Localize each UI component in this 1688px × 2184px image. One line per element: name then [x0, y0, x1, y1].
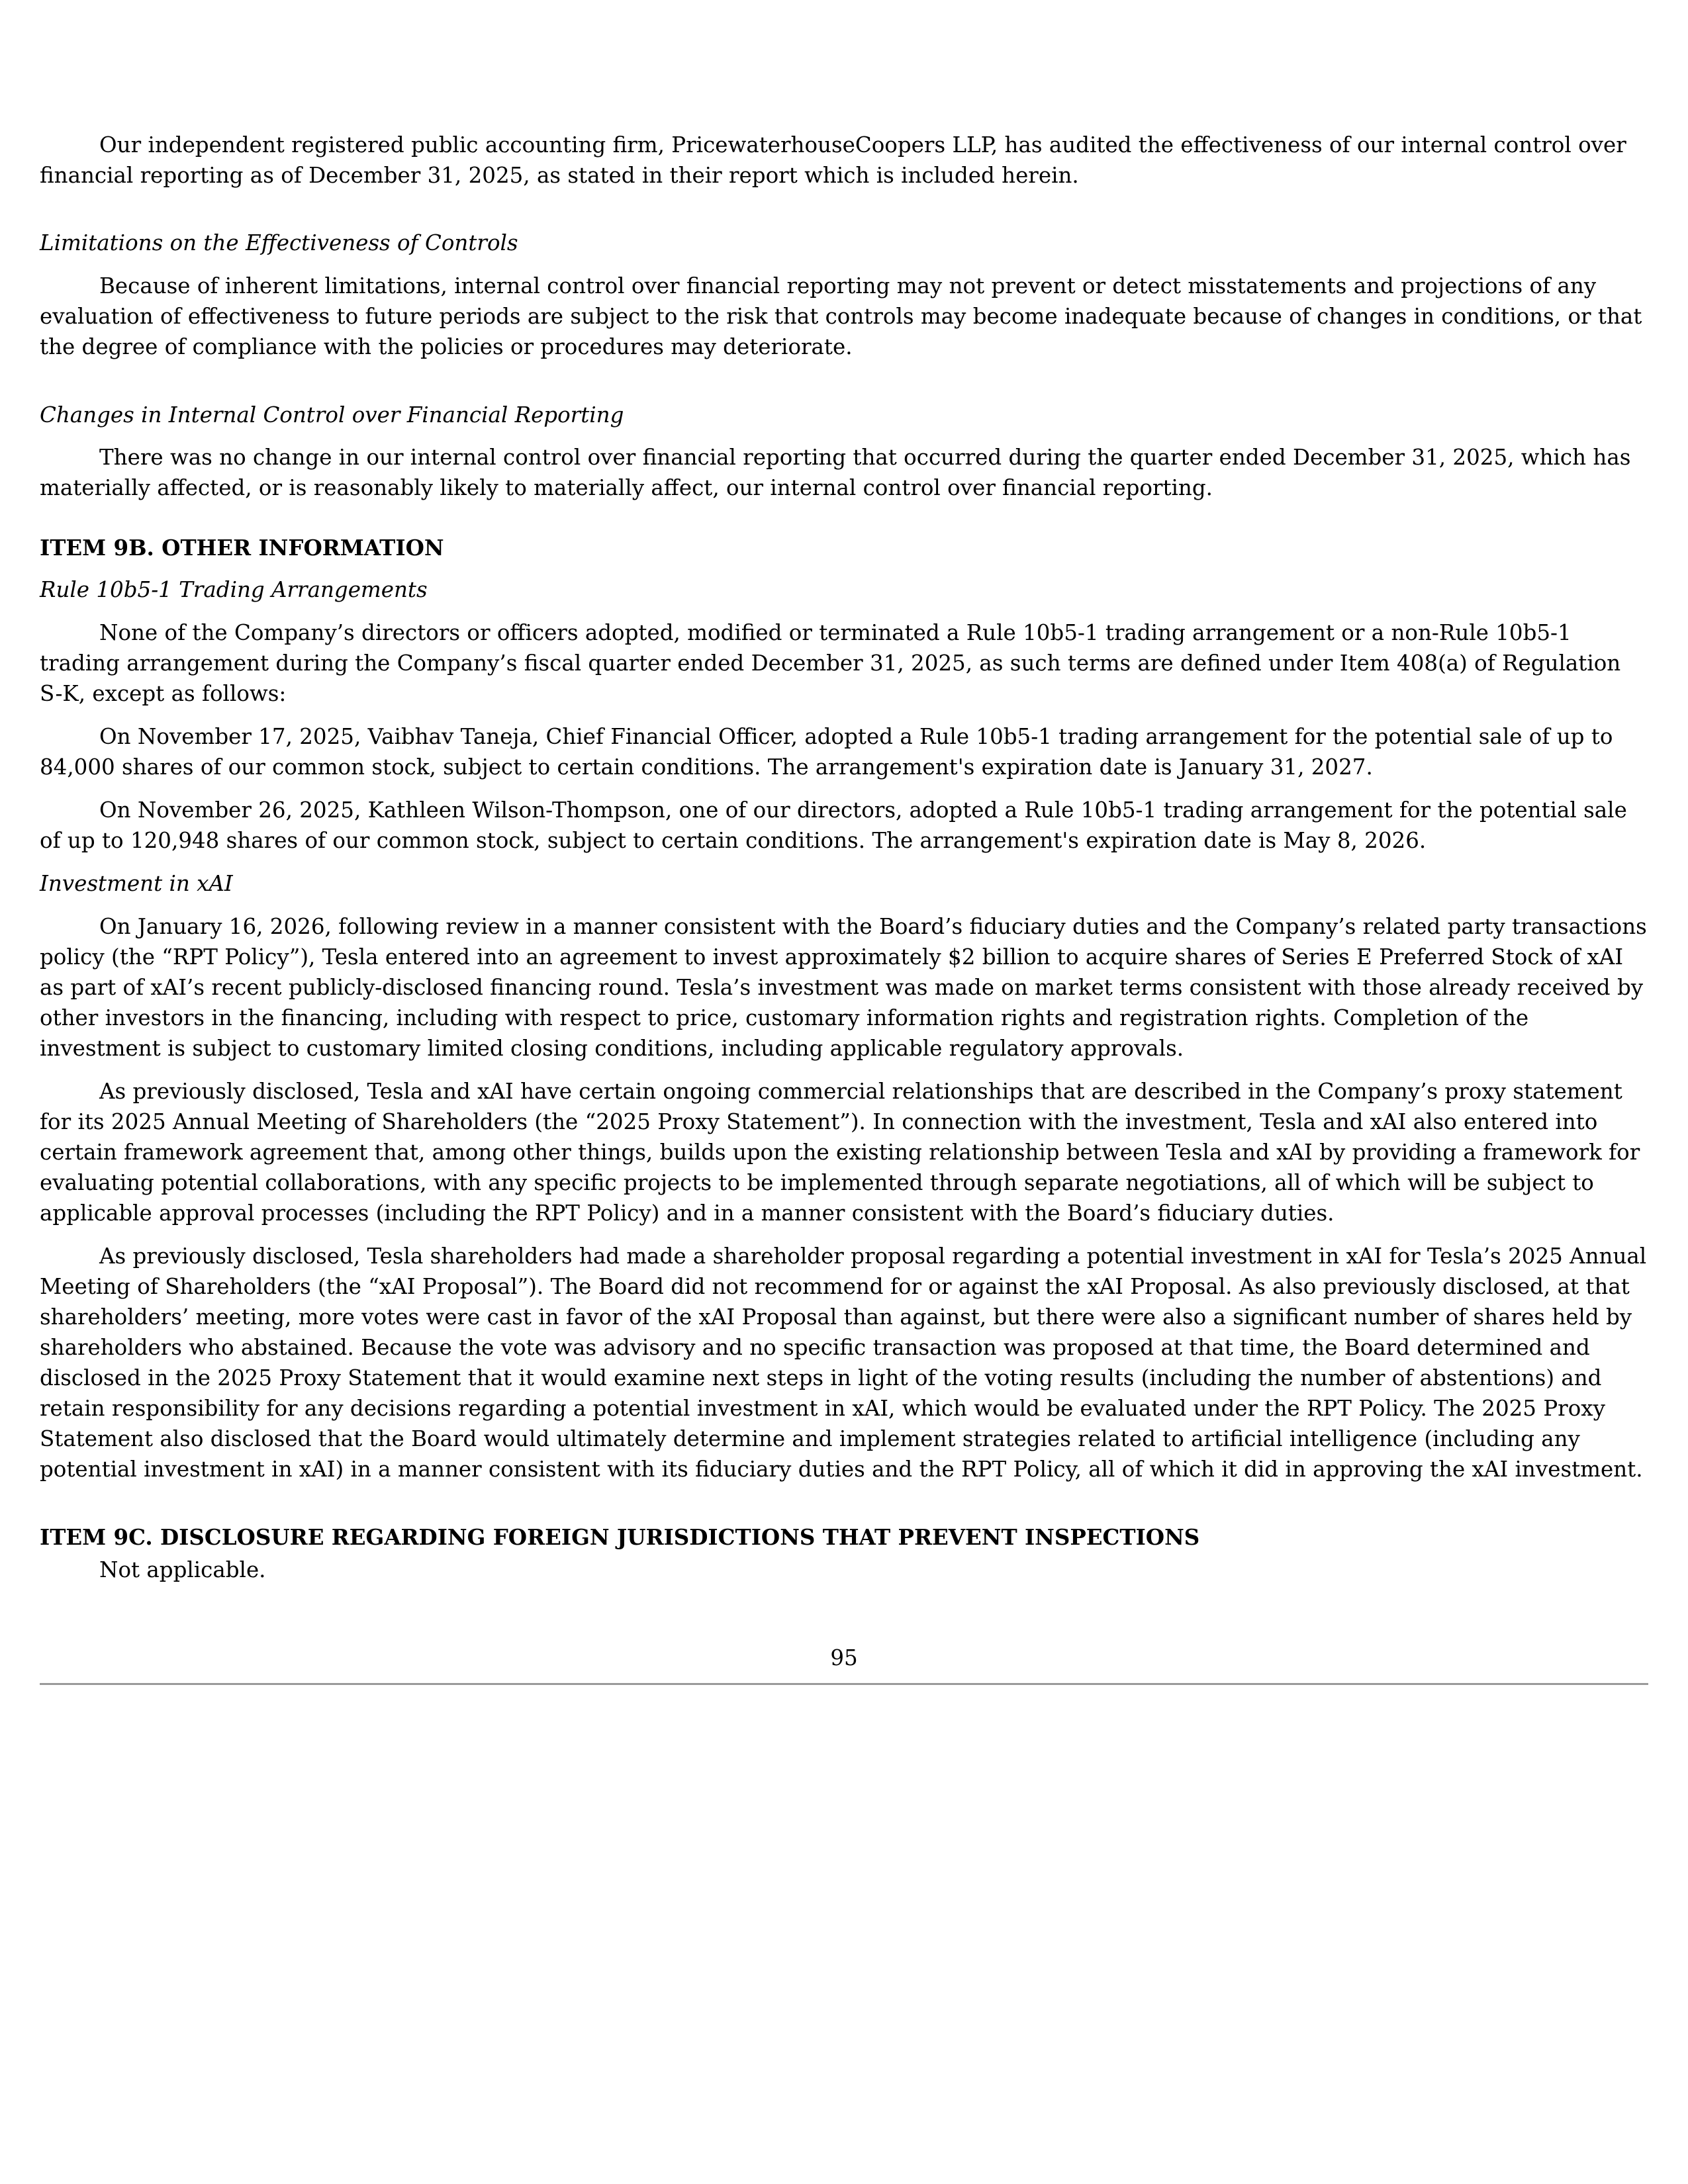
- changes-paragraph: There was no change in our internal control over financial reporting that occurred during the quarter ended December 31, 2025, which has materially affected, or is reasonably likely to materially affect, our internal control over financial reporting.: [40, 445, 1631, 500]
- xai-proposal-paragraph: As previously disclosed, Tesla shareholders had made a shareholder proposal regarding a potential investment in xAI for Tesla’s 2025 Annual Meeting of Shareholders (the “xAI Proposal”). The Board did not recommend for or against the xAI Proposal. As also previously disclosed, at that shareholders’ meeting, more votes were cast in favor of the xAI Proposal than against, but there were also a significant number of shares held by shareholders who abstained. Because the vote was advisory and no specific transaction was proposed at that time, the Board determined and disclosed in the 2025 Proxy Statement that it would examine next steps in light of the voting results (including the number of abstentions) and retain responsibility for any decisions regarding a potential investment in xAI, which would be evaluated under the RPT Policy. The 2025 Proxy Statement also disclosed that the Board would ultimately determine and implement strategies related to artificial intelligence (including any potential investment in xAI) in a manner consistent with its fiduciary duties and the RPT Policy, all of which it did in approving the xAI investment.: [40, 1244, 1647, 1482]
- document-body: [40, 130, 1648, 1585]
- not-applicable-paragraph: Not applicable.: [99, 1557, 266, 1582]
- limitations-paragraph: Because of inherent limitations, internal control over financial reporting may not prevent or detect misstatements and projections of any evaluation of effectiveness to future periods are subject to the risk that controls may become inadequate because of changes in conditions, or that the degree of compliance with the policies or procedures may deteriorate.: [40, 273, 1642, 359]
- item-9b-heading: ITEM 9B. OTHER INFORMATION: [40, 535, 444, 561]
- changes-subheading: Changes in Internal Control over Financial Reporting: [40, 402, 624, 428]
- page-number: 95: [830, 1645, 858, 1670]
- xai-commercial-relationships-paragraph: As previously disclosed, Tesla and xAI have certain ongoing commercial relationships that are described in the Company’s proxy statement for its 2025 Annual Meeting of Shareholders (the “2025 Proxy Statement”). In connection with the investment, Tesla and xAI also entered into certain framework agreement that, among other things, builds upon the existing relationship between Tesla and xAI by providing a framework for evaluating potential collaborations, with any specific projects to be implemented through separate negotiations, all of which will be subject to applicable approval processes (including the RPT Policy) and in a manner consistent with the Board’s fiduciary duties.: [40, 1079, 1640, 1226]
- wilson-thompson-arrangement-paragraph: On November 26, 2025, Kathleen Wilson-Thompson, one of our directors, adopted a Rule 10b5-1 trading arrangement for the potential sale of up to 120,948 shares of our common stock, subject to certain conditions. The arrangement's expiration date is May 8, 2026.: [40, 797, 1627, 853]
- auditor-paragraph: Our independent registered public accounting firm, PricewaterhouseCoopers LLP, has audited the effectiveness of our internal control over financial reporting as of December 31, 2025, as stated in their report which is included herein.: [40, 132, 1626, 188]
- limitations-subheading: Limitations on the Effectiveness of Controls: [40, 230, 518, 255]
- trading-arrangements-paragraph: None of the Company’s directors or officers adopted, modified or terminated a Rule 10b5-1 trading arrangement or a non-Rule 10b5-1 trading arrangement during the Company’s fiscal quarter ended December 31, 2025, as such terms are defined under Item 408(a) of Regulation S-K, except as follows:: [40, 620, 1621, 706]
- investment-xai-subheading: Investment in xAI: [40, 871, 233, 896]
- item-9c-heading: ITEM 9C. DISCLOSURE REGARDING FOREIGN JURISDICTIONS THAT PREVENT INSPECTIONS: [40, 1524, 1200, 1550]
- page-footer-divider: [40, 1683, 1648, 1685]
- xai-investment-paragraph: On January 16, 2026, following review in a manner consistent with the Board’s fiduciary duties and the Company’s related party transactions policy (the “RPT Policy”), Tesla entered into an agreement to invest approximately $2 billion to acquire shares of Series E Preferred Stock of xAI as part of xAI’s recent publicly-disclosed financing round. Tesla’s investment was made on market terms consistent with those already received by other investors in the financing, including with respect to price, customary information rights and registration rights. Completion of the investment is subject to customary limited closing conditions, including applicable regulatory approvals.: [40, 914, 1647, 1061]
- rule-10b5-1-subheading: Rule 10b5-1 Trading Arrangements: [40, 577, 428, 602]
- taneja-arrangement-paragraph: On November 17, 2025, Vaibhav Taneja, Chief Financial Officer, adopted a Rule 10b5-1 trading arrangement for the potential sale of up to 84,000 shares of our common stock, subject to certain conditions. The arrangement's expiration date is January 31, 2027.: [40, 724, 1613, 780]
